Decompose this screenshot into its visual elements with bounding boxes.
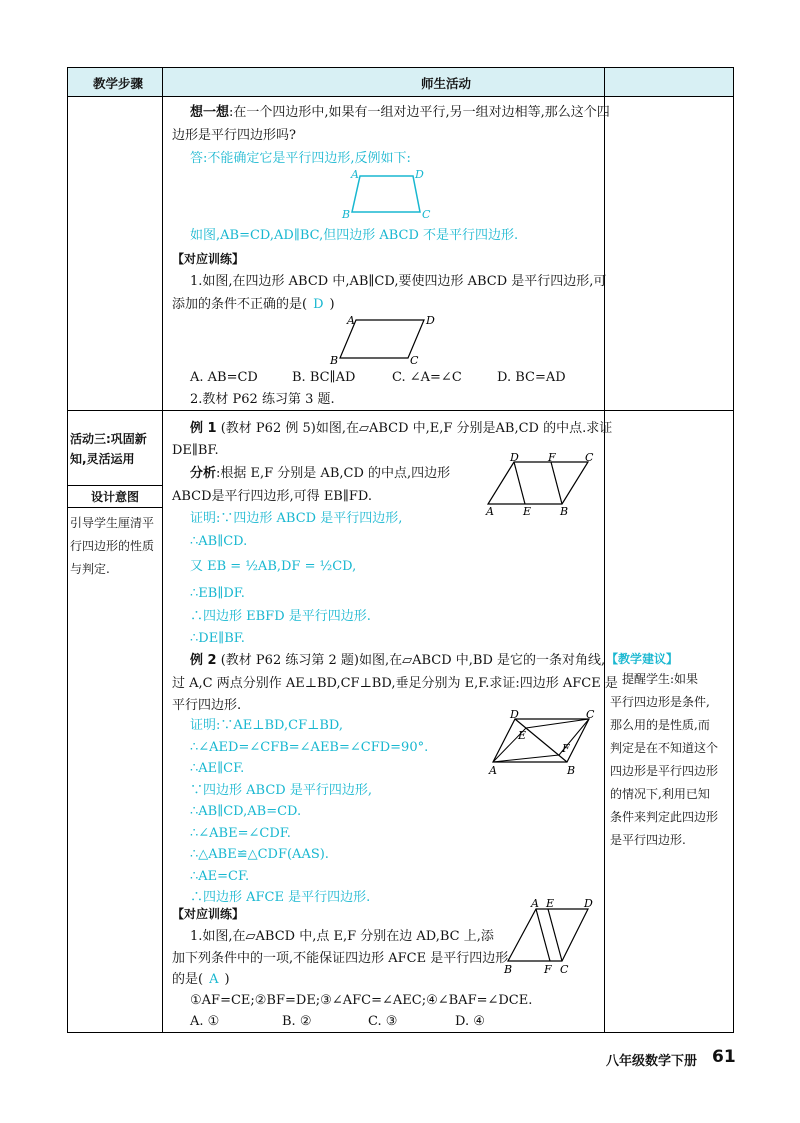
fig2-label-e: E <box>518 729 527 742</box>
example1-text: (教材 P62 例 5)如图,在▱ABCD 中,E,F 分别是AB,CD 的中点.求证 <box>220 421 613 436</box>
proof2-line-5: ∴AB∥CD,AB=CD. <box>190 804 302 819</box>
design-intent-2: 行四边形的性质 <box>70 539 155 553</box>
tr2-segment-ec <box>548 909 562 961</box>
ex1-segment-bf <box>551 462 562 504</box>
q1-option-d: D. BC=AD <box>497 370 566 385</box>
think-answer: 答:不能确定它是平行四边形,反例如下: <box>190 151 411 166</box>
analysis-label: 分析 <box>190 466 217 481</box>
training2-option-d: D. ④ <box>455 1014 485 1029</box>
example2-line-2: 过 A,C 两点分别作 AE⊥BD,CF⊥BD,垂足分别为 E,F.求证:四边形 AFCE 是 <box>172 676 618 691</box>
q1-option-b: B. BC∥AD <box>292 370 356 385</box>
q1-option-c: C. ∠A=∠C <box>392 370 462 385</box>
activity-title-2: 知,灵活运用 <box>70 452 135 466</box>
analysis-text: :根据 E,F 分别是 AB,CD 的中点,四边形 <box>216 466 451 481</box>
fig2-label-a: A <box>489 764 497 777</box>
left-divider-2 <box>68 507 162 508</box>
fig2-label-c: C <box>586 708 595 721</box>
analysis-line-1 <box>190 465 450 483</box>
fig2-label-d: D <box>510 708 519 721</box>
q1-close: ) <box>329 297 335 312</box>
q1-line-1: 1.如图,在四边形 ABCD 中,AB∥CD,要使四边形 ABCD 是平行四边形,可 <box>190 274 607 289</box>
proof2-line-3: ∴AE∥CF. <box>190 761 245 776</box>
example2-text: (教材 P62 练习第 2 题)如图,在▱ABCD 中,BD 是它的一条对角线, <box>220 653 606 668</box>
suggestion-line-4: 判定是在不知道这个 <box>610 741 719 755</box>
proof1-line-1: 证明:∵四边形 ABCD 是平行四边形, <box>190 511 403 526</box>
training2-figure <box>500 895 600 979</box>
header-steps: 教学步骤 <box>93 76 144 91</box>
suggestion-line-7: 条件来判定此四边形 <box>610 810 719 824</box>
training-label-1: 【对应训练】 <box>172 252 245 266</box>
think-line-1 <box>190 104 610 122</box>
ex1-segment-de <box>514 462 525 504</box>
suggestion-line-1: 提醒学生:如果 <box>622 672 699 686</box>
training2-option-a: A. ① <box>190 1014 220 1029</box>
design-intent-1: 引导学生厘清平 <box>70 516 155 530</box>
fig2-label-b: B <box>567 764 576 777</box>
training-label-2: 【对应训练】 <box>172 907 245 921</box>
think-label: 想一想 <box>190 105 230 120</box>
col-divider-1 <box>162 68 163 1032</box>
proof2-line-9: ∴四边形 AFCE 是平行四边形. <box>190 890 371 905</box>
trapezoid-shape <box>352 176 420 212</box>
proof1-line-6: ∴DE∥BF. <box>190 631 245 646</box>
tr2-segment-af <box>536 909 550 961</box>
fig3-label-b: B <box>504 963 513 976</box>
fig3-label-e: E <box>546 897 555 910</box>
fig3-label-c: C <box>560 963 569 976</box>
trap-label-b: B <box>342 208 351 221</box>
trapezoid-figure <box>340 166 440 224</box>
think-text: :在一个四边形中,如果有一组对边平行,另一组对边相等,那么这个四 <box>229 105 610 120</box>
fig1-label-b: B <box>560 505 569 518</box>
col-divider-2 <box>604 68 605 1032</box>
example2-label: 例 2 <box>190 653 217 668</box>
proof2-line-7: ∴△ABE≌△CDF(AAS). <box>190 847 329 862</box>
fig3-label-a: A <box>531 897 539 910</box>
example2-figure <box>485 707 600 777</box>
think-line-2: 边形是平行四边形吗? <box>172 128 296 143</box>
proof1-line-2: ∴AB∥CD. <box>190 534 248 549</box>
training2-conditions: ①AF=CE;②BF=DE;③∠AFC=∠AEC;④∠BAF=∠DCE. <box>190 993 533 1008</box>
fig1-label-e: E <box>523 505 532 518</box>
header-activities: 师生活动 <box>421 76 472 91</box>
footer-book-title: 八年级数学下册 <box>606 1054 698 1069</box>
fig1-label-a: A <box>486 505 494 518</box>
example1-line-1 <box>190 420 612 438</box>
training2-option-c: C. ③ <box>368 1014 398 1029</box>
suggestion-line-3: 那么用的是性质,而 <box>610 718 710 732</box>
training2-close: ) <box>224 972 230 987</box>
example1-label: 例 1 <box>190 421 217 436</box>
proof1-line-3: 又 EB = ½AB,DF = ½CD, <box>190 559 357 574</box>
example2-line-3: 平行四边形. <box>172 698 242 713</box>
design-intent-3: 与判定. <box>70 562 110 576</box>
fig1-label-d: D <box>510 452 519 464</box>
suggestion-line-2: 平行四边形是条件, <box>610 695 710 709</box>
ex1-parallelogram <box>488 462 588 504</box>
training2-line-1: 1.如图,在▱ABCD 中,点 E,F 分别在边 AD,BC 上,添 <box>190 929 494 944</box>
para1-label-a: A <box>347 314 355 327</box>
proof2-line-6: ∴∠ABE=∠CDF. <box>190 826 291 841</box>
q1-line-2 <box>172 296 335 314</box>
training2-line-2: 加下列条件中的一项,不能保证四边形 AFCE 是平行四边形 <box>172 951 509 966</box>
para1-label-c: C <box>410 354 419 367</box>
fig1-label-f: F <box>548 452 556 464</box>
proof2-line-2: ∴∠AED=∠CFB=∠AEB=∠CFD=90°. <box>190 740 429 755</box>
think-conclusion: 如图,AB=CD,AD∥BC,但四边形 ABCD 不是平行四边形. <box>190 228 519 243</box>
training2-option-b: B. ② <box>282 1014 312 1029</box>
example2-line-1 <box>190 652 605 670</box>
q1-option-a: A. AB=CD <box>190 370 258 385</box>
q1-stem: 添加的条件不正确的是( <box>172 297 308 312</box>
fig1-label-c: C <box>585 452 594 464</box>
proof2-line-1: 证明:∵AE⊥BD,CF⊥BD, <box>190 718 343 733</box>
ex2-segment-af <box>493 755 559 762</box>
para1-label-d: D <box>426 314 435 327</box>
parallelogram-figure-1 <box>322 312 442 368</box>
training2-stem: 的是( <box>172 972 204 987</box>
left-divider-1 <box>68 485 162 486</box>
proof1-line-4: ∴EB∥DF. <box>190 586 245 601</box>
example1-line-2: DE∥BF. <box>172 443 219 458</box>
table-header <box>68 68 733 97</box>
fig2-label-f: F <box>562 742 570 755</box>
suggestion-line-5: 四边形是平行四边形 <box>610 764 719 778</box>
row-divider <box>68 410 733 411</box>
design-intent-label: 设计意图 <box>91 490 140 504</box>
suggestion-line-6: 的情况下,利用已知 <box>610 787 710 801</box>
q1-answer: D <box>313 297 324 312</box>
trap-label-d: D <box>415 168 424 181</box>
proof2-line-8: ∴AE=CF. <box>190 869 250 884</box>
activity-title-1: 活动三:巩固新 <box>70 432 147 446</box>
training2-line-3 <box>172 971 230 989</box>
trap-label-c: C <box>422 208 431 221</box>
example1-figure <box>484 452 599 518</box>
q2-text: 2.教材 P62 练习第 3 题. <box>190 392 335 407</box>
suggestion-label: 【教学建议】 <box>606 652 679 666</box>
analysis-line-2: ABCD是平行四边形,可得 EB∥FD. <box>172 489 372 504</box>
proof2-line-4: ∵四边形 ABCD 是平行四边形, <box>190 783 372 798</box>
para1-label-b: B <box>330 354 339 367</box>
proof1-line-5: ∴四边形 EBFD 是平行四边形. <box>190 609 371 624</box>
trap-label-a: A <box>351 168 359 181</box>
suggestion-line-8: 是平行四边形. <box>610 833 686 847</box>
training2-answer: A <box>209 972 219 987</box>
fig3-label-f: F <box>544 963 552 976</box>
page-number: 61 <box>712 1047 736 1067</box>
ex2-segment-ce <box>526 719 589 728</box>
fig3-label-d: D <box>584 897 593 910</box>
